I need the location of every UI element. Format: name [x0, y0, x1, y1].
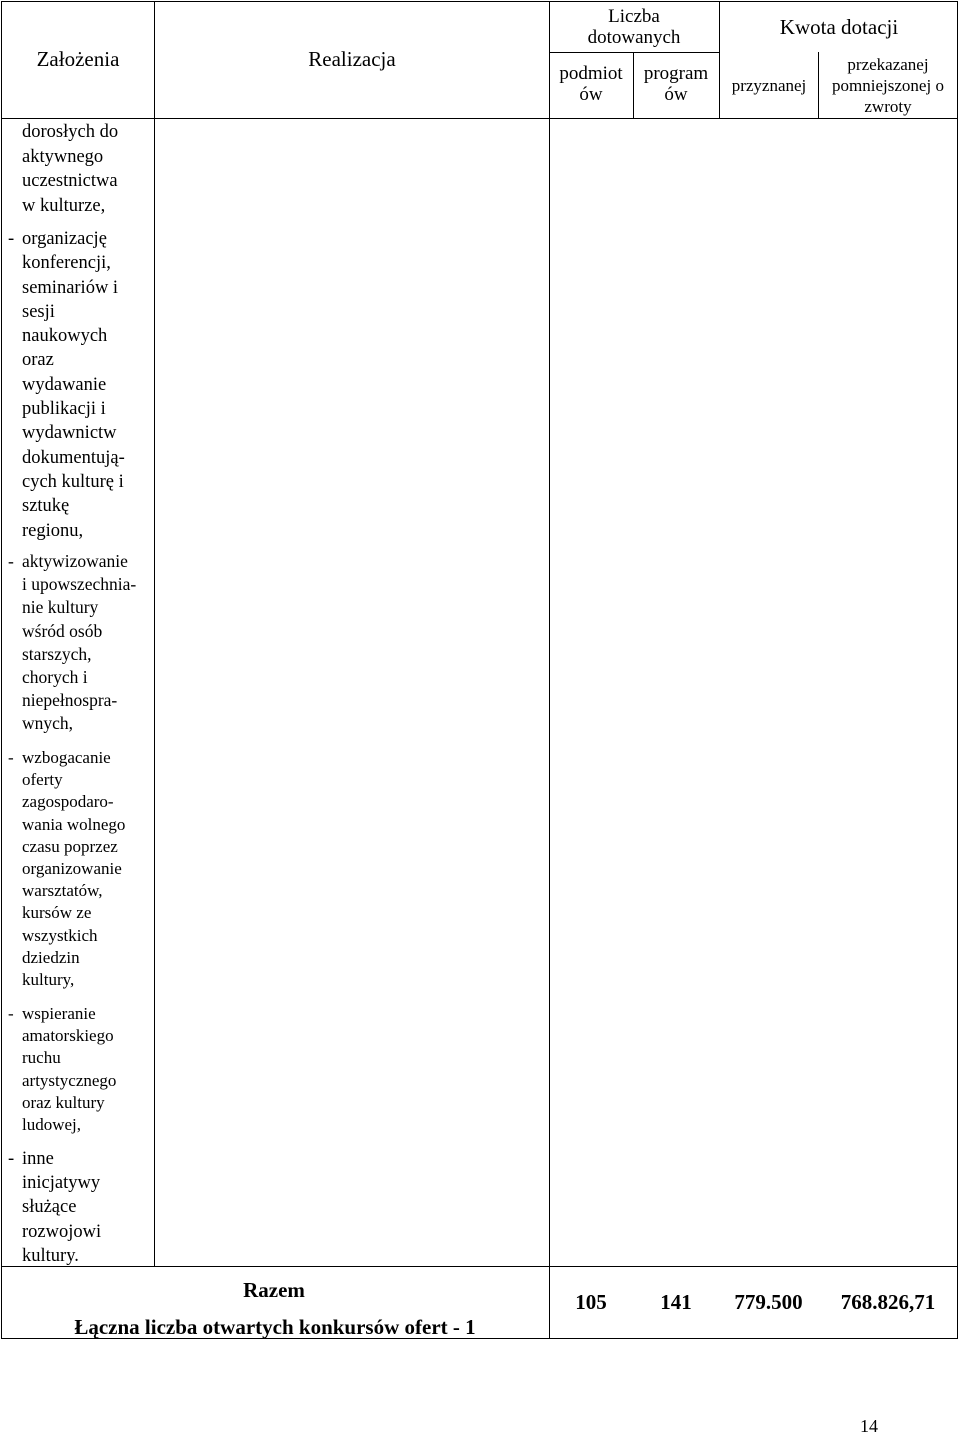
total-podmiotow: 105 — [575, 1290, 607, 1314]
header-przekazanej: przekazanej pomniejszonej o zwroty — [832, 55, 944, 116]
zalozenia-line: oferty — [22, 770, 63, 790]
zalozenia-item — [8, 550, 148, 736]
zalozenia-line: oraz kultury — [22, 1092, 105, 1112]
zalozenia-line: ruchu — [22, 1048, 61, 1068]
zalozenia-item — [8, 1003, 148, 1136]
header-kwota-dotacji: Kwota dotacji — [779, 15, 899, 39]
razem-label: Razem — [243, 1278, 305, 1302]
zalozenia-line: uczestnictwa — [22, 171, 118, 191]
zalozenia-line: oraz — [22, 350, 54, 371]
zalozenia-line: amatorskiego — [22, 1026, 114, 1046]
total-przekazanej: 768.826,71 — [840, 1290, 936, 1314]
zalozenia-line: wydawanie — [22, 374, 107, 395]
header-bottom-line — [1, 118, 958, 119]
total-przyznanej: 779.500 — [734, 1290, 803, 1314]
header-programow: program ów — [643, 63, 709, 105]
col-divider-5 — [818, 52, 819, 118]
zalozenia-line: warsztatów, — [22, 881, 103, 901]
zalozenia-line: inicjatywy — [22, 1173, 101, 1194]
header-przyznanej: przyznanej — [731, 76, 807, 95]
zalozenia-line: aktywizowanie — [22, 551, 128, 571]
zalozenia-line: wśród osób — [22, 620, 103, 641]
bullet-dash: - — [8, 1004, 14, 1023]
zalozenia-line: dokumentują- — [22, 447, 125, 468]
zalozenia-line: wszystkich — [22, 925, 98, 945]
zalozenia-line: w kulturze, — [22, 195, 106, 216]
zalozenia-line: czasu poprzez — [22, 836, 118, 856]
bullet-dash: - — [8, 748, 14, 767]
col-divider-1 — [154, 1, 155, 1266]
laczna-liczba-konkursow: Łączna liczba otwartych konkursów ofert - 1 — [74, 1315, 476, 1339]
zalozenia-line: kursów ze — [22, 903, 92, 923]
zalozenia-line: ludowej, — [22, 1115, 82, 1135]
zalozenia-line: niepełnospra- — [22, 690, 118, 711]
zalozenia-line: artystycznego — [22, 1070, 117, 1090]
zalozenia-line: służące — [22, 1197, 77, 1218]
zalozenia-line: starszych, — [22, 643, 92, 664]
zalozenia-line: regionu, — [22, 520, 84, 541]
zalozenia-line: i upowszechnia- — [22, 574, 137, 595]
zalozenia-line: organizowanie — [22, 859, 122, 879]
liczba-divider-line — [549, 52, 719, 53]
zalozenia-line: konferencji, — [22, 253, 111, 274]
zalozenia-line: kultury, — [22, 970, 75, 990]
page-number: 14 — [860, 1416, 878, 1436]
zalozenia-line: wspieranie — [22, 1004, 96, 1023]
zalozenia-item — [8, 747, 148, 991]
zalozenia-line: kultury. — [22, 1245, 79, 1266]
zalozenia-item — [8, 227, 148, 543]
zalozenia-line: wzbogacanie — [22, 748, 111, 767]
zalozenia-line: seminariów i — [22, 277, 119, 298]
zalozenia-line: naukowych — [22, 326, 108, 347]
zalozenia-item — [8, 120, 148, 218]
zalozenia-line: publikacji i — [22, 399, 106, 420]
zalozenia-line: organizację — [22, 229, 107, 249]
zalozenia-line: wydawnictw — [22, 423, 117, 444]
zalozenia-line: wania wolnego — [22, 814, 126, 834]
bullet-dash: - — [8, 551, 14, 571]
zalozenia-line: wnych, — [22, 713, 74, 734]
header-zalozenia: Założenia — [36, 47, 120, 71]
zalozenia-line: aktywnego — [22, 146, 104, 167]
header-realizacja: Realizacja — [308, 47, 396, 71]
zalozenia-item — [8, 1147, 148, 1268]
zalozenia-line: chorych i — [22, 667, 88, 688]
header-liczba-dotowanych: Liczba dotowanych — [587, 6, 681, 48]
header-podmiotow: podmiot ów — [559, 63, 623, 105]
zalozenia-line: sztukę — [22, 496, 70, 517]
zalozenia-line: dorosłych do — [22, 122, 119, 142]
zalozenia-line: sesji — [22, 301, 55, 322]
bullet-dash: - — [8, 229, 15, 249]
zalozenia-line: dziedzin — [22, 947, 80, 967]
zalozenia-line: rozwojowi — [22, 1221, 102, 1242]
col-divider-2 — [549, 1, 550, 1339]
col-divider-3 — [633, 52, 634, 118]
bullet-dash: - — [8, 1149, 15, 1169]
zalozenia-line: nie kultury — [22, 597, 99, 618]
zalozenia-line: zagospodaro- — [22, 792, 114, 812]
zalozenia-line: inne — [22, 1149, 54, 1169]
zalozenia-line: cych kulturę i — [22, 471, 124, 492]
total-programow: 141 — [660, 1290, 692, 1314]
